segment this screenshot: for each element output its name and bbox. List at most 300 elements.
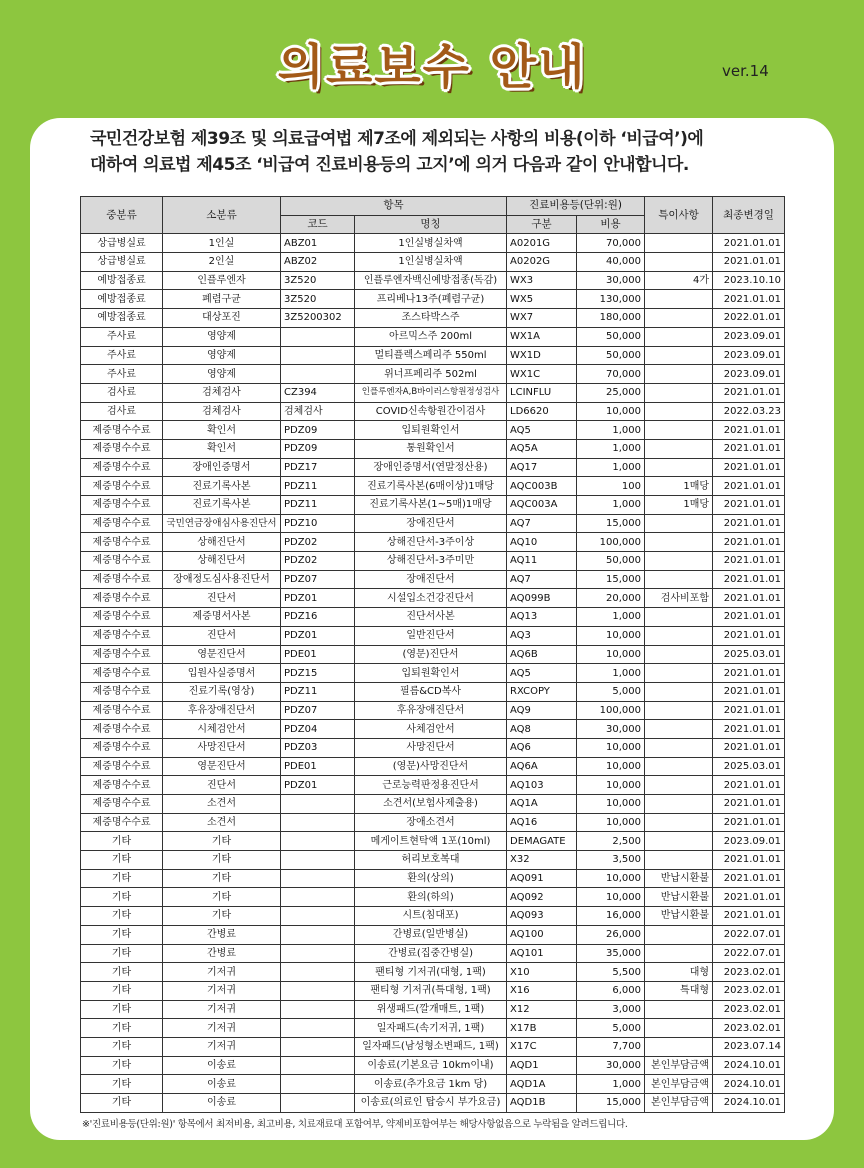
header-updated: 최종변경일 bbox=[713, 197, 785, 234]
cell-fee-type: AQ17 bbox=[507, 458, 577, 477]
table-row bbox=[81, 327, 785, 346]
cell-fee: 70,000 bbox=[577, 365, 645, 384]
cell-name: 장애진단서 bbox=[355, 570, 507, 589]
cell-code bbox=[281, 1037, 355, 1056]
cell-mid-category: 제증명수수료 bbox=[81, 496, 163, 515]
cell-note bbox=[645, 776, 713, 795]
cell-sub-category: 인플루엔자 bbox=[163, 271, 281, 290]
cell-name: 장애진단서 bbox=[355, 514, 507, 533]
cell-name: 멀티플렉스페리주 550ml bbox=[355, 346, 507, 365]
cell-fee: 3,000 bbox=[577, 1000, 645, 1019]
cell-updated: 2021.01.01 bbox=[713, 514, 785, 533]
cell-code bbox=[281, 963, 355, 982]
cell-mid-category: 주사료 bbox=[81, 327, 163, 346]
cell-code bbox=[281, 981, 355, 1000]
cell-updated: 2021.01.01 bbox=[713, 701, 785, 720]
table-row bbox=[81, 570, 785, 589]
cell-sub-category: 장애인증명서 bbox=[163, 458, 281, 477]
table-row bbox=[81, 832, 785, 851]
cell-mid-category: 제증명수수료 bbox=[81, 552, 163, 571]
cell-sub-category: 확인서 bbox=[163, 439, 281, 458]
cell-fee: 1,000 bbox=[577, 608, 645, 627]
cell-mid-category: 기타 bbox=[81, 1075, 163, 1094]
cell-fee: 10,000 bbox=[577, 626, 645, 645]
cell-name: 아르믹스주 200ml bbox=[355, 327, 507, 346]
cell-updated: 2021.01.01 bbox=[713, 720, 785, 739]
cell-updated: 2021.01.01 bbox=[713, 458, 785, 477]
cell-fee-type: A0202G bbox=[507, 253, 577, 272]
cell-name: 근로능력판정용진단서 bbox=[355, 776, 507, 795]
cell-code bbox=[281, 1075, 355, 1094]
cell-mid-category: 기타 bbox=[81, 869, 163, 888]
cell-fee: 10,000 bbox=[577, 869, 645, 888]
table-row bbox=[81, 682, 785, 701]
table-row bbox=[81, 309, 785, 328]
cell-fee: 70,000 bbox=[577, 234, 645, 253]
cell-name: 인플루엔자백신예방접종(독감) bbox=[355, 271, 507, 290]
cell-name: 1인실병실차액 bbox=[355, 253, 507, 272]
cell-name: 프리베나13주(폐렴구균) bbox=[355, 290, 507, 309]
cell-fee-type: A0201G bbox=[507, 234, 577, 253]
cell-code bbox=[281, 1019, 355, 1038]
cell-sub-category: 시체검안서 bbox=[163, 720, 281, 739]
cell-fee: 180,000 bbox=[577, 309, 645, 328]
cell-mid-category: 제증명수수료 bbox=[81, 738, 163, 757]
cell-mid-category: 제증명수수료 bbox=[81, 664, 163, 683]
cell-updated: 2023.09.01 bbox=[713, 327, 785, 346]
table-row bbox=[81, 888, 785, 907]
cell-fee: 10,000 bbox=[577, 795, 645, 814]
cell-fee-type: DEMAGATE bbox=[507, 832, 577, 851]
cell-sub-category: 이송료 bbox=[163, 1094, 281, 1113]
cell-sub-category: 이송료 bbox=[163, 1056, 281, 1075]
cell-sub-category: 폐렴구균 bbox=[163, 290, 281, 309]
cell-sub-category: 기타 bbox=[163, 869, 281, 888]
cell-fee-type: AQ091 bbox=[507, 869, 577, 888]
cell-fee: 10,000 bbox=[577, 645, 645, 664]
table-row bbox=[81, 720, 785, 739]
cell-code: PDZ01 bbox=[281, 589, 355, 608]
cell-name: 사체검안서 bbox=[355, 720, 507, 739]
table-row bbox=[81, 1056, 785, 1075]
cell-fee: 26,000 bbox=[577, 925, 645, 944]
cell-name: 환의(하의) bbox=[355, 888, 507, 907]
cell-mid-category: 제증명수수료 bbox=[81, 701, 163, 720]
cell-fee-type: LD6620 bbox=[507, 402, 577, 421]
cell-mid-category: 제증명수수료 bbox=[81, 757, 163, 776]
cell-code: PDZ04 bbox=[281, 720, 355, 739]
table-row bbox=[81, 365, 785, 384]
cell-fee-type: AQC003B bbox=[507, 477, 577, 496]
cell-note bbox=[645, 552, 713, 571]
cell-mid-category: 기타 bbox=[81, 907, 163, 926]
cell-mid-category: 제증명수수료 bbox=[81, 776, 163, 795]
cell-fee: 20,000 bbox=[577, 589, 645, 608]
cell-fee: 50,000 bbox=[577, 552, 645, 571]
cell-updated: 2023.10.10 bbox=[713, 271, 785, 290]
cell-note bbox=[645, 570, 713, 589]
table-row bbox=[81, 346, 785, 365]
cell-updated: 2021.01.01 bbox=[713, 869, 785, 888]
cell-name: 메게이트현탁액 1포(10ml) bbox=[355, 832, 507, 851]
table-row bbox=[81, 757, 785, 776]
cell-name: 진료기록사본(6매이상)1매당 bbox=[355, 477, 507, 496]
table-row bbox=[81, 290, 785, 309]
cell-sub-category: 소견서 bbox=[163, 795, 281, 814]
cell-code: PDE01 bbox=[281, 645, 355, 664]
cell-fee-type: AQ9 bbox=[507, 701, 577, 720]
cell-updated: 2022.07.01 bbox=[713, 944, 785, 963]
cell-name: 위생패드(깔개매트, 1팩) bbox=[355, 1000, 507, 1019]
cell-fee-type: AQ11 bbox=[507, 552, 577, 571]
cell-updated: 2021.01.01 bbox=[713, 907, 785, 926]
cell-updated: 2024.10.01 bbox=[713, 1056, 785, 1075]
cell-code: 3Z5200302 bbox=[281, 309, 355, 328]
cell-name: 간병료(일반병실) bbox=[355, 925, 507, 944]
footnote: ※'진료비용등(단위:원)' 항목에서 최저비용, 최고비용, 치료재료대 포함여부, 약제비포함여부는 해당사항없음으로 누락됨을 알려드립니다. bbox=[82, 1119, 628, 1130]
cell-name: (영문)진단서 bbox=[355, 645, 507, 664]
table-row bbox=[81, 869, 785, 888]
cell-updated: 2023.02.01 bbox=[713, 1019, 785, 1038]
cell-code: PDZ10 bbox=[281, 514, 355, 533]
cell-name: 일자패드(속기저귀, 1팩) bbox=[355, 1019, 507, 1038]
cell-code: CZ394 bbox=[281, 383, 355, 402]
cell-name: 상해진단서-3주이상 bbox=[355, 533, 507, 552]
cell-name: 진단서사본 bbox=[355, 608, 507, 627]
cell-fee: 10,000 bbox=[577, 776, 645, 795]
cell-fee: 15,000 bbox=[577, 514, 645, 533]
cell-fee: 2,500 bbox=[577, 832, 645, 851]
cell-fee: 35,000 bbox=[577, 944, 645, 963]
cell-updated: 2021.01.01 bbox=[713, 253, 785, 272]
cell-fee: 100 bbox=[577, 477, 645, 496]
cell-fee: 15,000 bbox=[577, 570, 645, 589]
cell-note bbox=[645, 701, 713, 720]
cell-fee-type: AQ6 bbox=[507, 738, 577, 757]
cell-code bbox=[281, 327, 355, 346]
cell-updated: 2021.01.01 bbox=[713, 496, 785, 515]
cell-updated: 2021.01.01 bbox=[713, 421, 785, 440]
cell-sub-category: 검체검사 bbox=[163, 402, 281, 421]
cell-code: PDZ07 bbox=[281, 701, 355, 720]
cell-mid-category: 기타 bbox=[81, 888, 163, 907]
cell-note bbox=[645, 813, 713, 832]
cell-note bbox=[645, 327, 713, 346]
cell-code bbox=[281, 1094, 355, 1113]
cell-note bbox=[645, 944, 713, 963]
fee-table-body bbox=[81, 234, 785, 1112]
cell-mid-category: 제증명수수료 bbox=[81, 421, 163, 440]
cell-sub-category: 기저귀 bbox=[163, 963, 281, 982]
cell-updated: 2021.01.01 bbox=[713, 552, 785, 571]
cell-name: 사망진단서 bbox=[355, 738, 507, 757]
cell-code: PDZ11 bbox=[281, 682, 355, 701]
cell-fee-type: WX1D bbox=[507, 346, 577, 365]
table-row bbox=[81, 477, 785, 496]
cell-note bbox=[645, 253, 713, 272]
cell-code bbox=[281, 832, 355, 851]
cell-fee-type: AQ100 bbox=[507, 925, 577, 944]
cell-updated: 2021.01.01 bbox=[713, 383, 785, 402]
cell-fee: 5,000 bbox=[577, 1019, 645, 1038]
cell-updated: 2023.02.01 bbox=[713, 981, 785, 1000]
cell-sub-category: 기타 bbox=[163, 907, 281, 926]
cell-name: 허리보호복대 bbox=[355, 851, 507, 870]
cell-updated: 2022.07.01 bbox=[713, 925, 785, 944]
cell-updated: 2021.01.01 bbox=[713, 477, 785, 496]
table-row bbox=[81, 589, 785, 608]
cell-code bbox=[281, 365, 355, 384]
cell-mid-category: 예방접종료 bbox=[81, 290, 163, 309]
cell-updated: 2021.01.01 bbox=[713, 439, 785, 458]
cell-code: ABZ01 bbox=[281, 234, 355, 253]
cell-fee-type: AQ3 bbox=[507, 626, 577, 645]
cell-fee: 1,000 bbox=[577, 664, 645, 683]
cell-code: 3Z520 bbox=[281, 290, 355, 309]
cell-fee: 10,000 bbox=[577, 888, 645, 907]
cell-sub-category: 검체검사 bbox=[163, 383, 281, 402]
cell-mid-category: 예방접종료 bbox=[81, 309, 163, 328]
cell-name: (영문)사망진단서 bbox=[355, 757, 507, 776]
header-fee-group: 진료비용등(단위:원) bbox=[507, 197, 645, 216]
cell-fee: 3,500 bbox=[577, 851, 645, 870]
cell-sub-category: 1인실 bbox=[163, 234, 281, 253]
cell-sub-category: 기타 bbox=[163, 832, 281, 851]
cell-mid-category: 제증명수수료 bbox=[81, 514, 163, 533]
intro-text bbox=[90, 126, 810, 178]
cell-fee: 5,500 bbox=[577, 963, 645, 982]
cell-note bbox=[645, 925, 713, 944]
cell-fee-type: X10 bbox=[507, 963, 577, 982]
cell-name: 장애소견서 bbox=[355, 813, 507, 832]
cell-mid-category: 기타 bbox=[81, 1056, 163, 1075]
cell-sub-category: 확인서 bbox=[163, 421, 281, 440]
cell-fee: 50,000 bbox=[577, 346, 645, 365]
cell-name: COVID신속항원간이검사 bbox=[355, 402, 507, 421]
cell-code: PDZ02 bbox=[281, 533, 355, 552]
header-fee: 비용 bbox=[577, 215, 645, 234]
cell-fee-type: AQ6B bbox=[507, 645, 577, 664]
cell-sub-category: 소견서 bbox=[163, 813, 281, 832]
cell-sub-category: 영문진단서 bbox=[163, 645, 281, 664]
cell-updated: 2021.01.01 bbox=[713, 795, 785, 814]
cell-updated: 2021.01.01 bbox=[713, 888, 785, 907]
cell-updated: 2023.09.01 bbox=[713, 346, 785, 365]
cell-note bbox=[645, 514, 713, 533]
cell-fee-type: AQ5 bbox=[507, 421, 577, 440]
table-row bbox=[81, 383, 785, 402]
cell-mid-category: 주사료 bbox=[81, 365, 163, 384]
cell-fee-type: AQD1 bbox=[507, 1056, 577, 1075]
header-sub-category: 소분류 bbox=[163, 197, 281, 234]
cell-name: 통원확인서 bbox=[355, 439, 507, 458]
cell-name: 이송료(추가요금 1km 당) bbox=[355, 1075, 507, 1094]
cell-code bbox=[281, 346, 355, 365]
cell-name: 이송료(의료인 탑승시 부가요금) bbox=[355, 1094, 507, 1113]
cell-note: 반납시환불 bbox=[645, 907, 713, 926]
cell-sub-category: 영문진단서 bbox=[163, 757, 281, 776]
cell-updated: 2021.01.01 bbox=[713, 851, 785, 870]
cell-fee-type: X16 bbox=[507, 981, 577, 1000]
cell-fee-type: AQ10 bbox=[507, 533, 577, 552]
cell-fee: 1,000 bbox=[577, 496, 645, 515]
cell-sub-category: 진료기록(영상) bbox=[163, 682, 281, 701]
cell-fee-type: AQ092 bbox=[507, 888, 577, 907]
cell-updated: 2025.03.01 bbox=[713, 645, 785, 664]
table-row bbox=[81, 944, 785, 963]
cell-fee: 100,000 bbox=[577, 701, 645, 720]
table-row bbox=[81, 907, 785, 926]
cell-mid-category: 기타 bbox=[81, 1037, 163, 1056]
cell-name: 이송료(기본요금 10km이내) bbox=[355, 1056, 507, 1075]
cell-sub-category: 기타 bbox=[163, 851, 281, 870]
cell-fee-type: WX1A bbox=[507, 327, 577, 346]
cell-fee: 10,000 bbox=[577, 402, 645, 421]
cell-updated: 2023.02.01 bbox=[713, 963, 785, 982]
cell-fee: 130,000 bbox=[577, 290, 645, 309]
cell-updated: 2021.01.01 bbox=[713, 664, 785, 683]
cell-note bbox=[645, 383, 713, 402]
cell-sub-category: 상해진단서 bbox=[163, 533, 281, 552]
cell-code: 3Z520 bbox=[281, 271, 355, 290]
cell-code: PDZ02 bbox=[281, 552, 355, 571]
cell-note bbox=[645, 1037, 713, 1056]
cell-updated: 2021.01.01 bbox=[713, 234, 785, 253]
cell-fee-type: AQ5A bbox=[507, 439, 577, 458]
cell-sub-category: 진료기록사본 bbox=[163, 496, 281, 515]
cell-note bbox=[645, 1000, 713, 1019]
table-row bbox=[81, 552, 785, 571]
cell-mid-category: 상급병실료 bbox=[81, 253, 163, 272]
cell-mid-category: 제증명수수료 bbox=[81, 682, 163, 701]
cell-fee: 1,000 bbox=[577, 439, 645, 458]
cell-note bbox=[645, 234, 713, 253]
cell-code: PDZ17 bbox=[281, 458, 355, 477]
cell-updated: 2023.09.01 bbox=[713, 832, 785, 851]
table-row bbox=[81, 458, 785, 477]
table-row bbox=[81, 402, 785, 421]
cell-code bbox=[281, 1056, 355, 1075]
cell-note bbox=[645, 626, 713, 645]
cell-mid-category: 기타 bbox=[81, 981, 163, 1000]
table-row bbox=[81, 1000, 785, 1019]
cell-mid-category: 기타 bbox=[81, 1000, 163, 1019]
cell-mid-category: 제증명수수료 bbox=[81, 477, 163, 496]
cell-note bbox=[645, 832, 713, 851]
cell-mid-category: 검사료 bbox=[81, 402, 163, 421]
cell-sub-category: 제증명서사본 bbox=[163, 608, 281, 627]
cell-sub-category: 기타 bbox=[163, 888, 281, 907]
cell-note bbox=[645, 795, 713, 814]
cell-mid-category: 기타 bbox=[81, 832, 163, 851]
cell-note bbox=[645, 851, 713, 870]
cell-fee-type: WX1C bbox=[507, 365, 577, 384]
cell-updated: 2022.01.01 bbox=[713, 309, 785, 328]
cell-sub-category: 기저귀 bbox=[163, 1000, 281, 1019]
cell-code bbox=[281, 795, 355, 814]
cell-name: 시설입소건강진단서 bbox=[355, 589, 507, 608]
cell-code: PDZ09 bbox=[281, 439, 355, 458]
cell-note bbox=[645, 738, 713, 757]
cell-note bbox=[645, 346, 713, 365]
cell-fee-type: WX3 bbox=[507, 271, 577, 290]
cell-code: PDZ11 bbox=[281, 496, 355, 515]
cell-note bbox=[645, 608, 713, 627]
cell-name: 조스타박스주 bbox=[355, 309, 507, 328]
cell-mid-category: 제증명수수료 bbox=[81, 533, 163, 552]
cell-name: 1인실병실차액 bbox=[355, 234, 507, 253]
cell-sub-category: 입원사실증명서 bbox=[163, 664, 281, 683]
cell-mid-category: 제증명수수료 bbox=[81, 570, 163, 589]
table-row bbox=[81, 253, 785, 272]
table-row bbox=[81, 963, 785, 982]
cell-fee-type: X17B bbox=[507, 1019, 577, 1038]
cell-fee: 10,000 bbox=[577, 738, 645, 757]
cell-sub-category: 진료기록사본 bbox=[163, 477, 281, 496]
cell-note bbox=[645, 365, 713, 384]
cell-code bbox=[281, 944, 355, 963]
cell-mid-category: 기타 bbox=[81, 1019, 163, 1038]
header-code: 코드 bbox=[281, 215, 355, 234]
cell-name: 일자패드(남성형소변패드, 1팩) bbox=[355, 1037, 507, 1056]
cell-name: 팬티형 기저귀(대형, 1팩) bbox=[355, 963, 507, 982]
cell-mid-category: 기타 bbox=[81, 925, 163, 944]
cell-note: 특대형 bbox=[645, 981, 713, 1000]
intro-line-1: 국민건강보험 제39조 및 의료급여법 제7조에 제외되는 사항의 비용(이하 ‘비급여’)에 bbox=[90, 129, 704, 149]
cell-updated: 2021.01.01 bbox=[713, 570, 785, 589]
cell-fee-type: AQ16 bbox=[507, 813, 577, 832]
cell-fee: 100,000 bbox=[577, 533, 645, 552]
intro-line-2: 대하여 의료법 제45조 ‘비급여 진료비용등의 고지’에 의거 다음과 같이 안내합니다. bbox=[90, 155, 689, 175]
cell-fee: 1,000 bbox=[577, 458, 645, 477]
cell-fee-type: RXCOPY bbox=[507, 682, 577, 701]
cell-updated: 2021.01.01 bbox=[713, 589, 785, 608]
cell-mid-category: 기타 bbox=[81, 851, 163, 870]
table-row bbox=[81, 608, 785, 627]
cell-fee: 1,000 bbox=[577, 421, 645, 440]
cell-updated: 2021.01.01 bbox=[713, 533, 785, 552]
cell-sub-category: 2인실 bbox=[163, 253, 281, 272]
table-row bbox=[81, 981, 785, 1000]
cell-mid-category: 제증명수수료 bbox=[81, 645, 163, 664]
table-row bbox=[81, 664, 785, 683]
cell-sub-category: 기저귀 bbox=[163, 1037, 281, 1056]
cell-fee-type: AQ7 bbox=[507, 514, 577, 533]
cell-fee-type: AQ093 bbox=[507, 907, 577, 926]
header-item: 항목 bbox=[281, 197, 507, 216]
cell-mid-category: 주사료 bbox=[81, 346, 163, 365]
cell-code: 검체검사 bbox=[281, 402, 355, 421]
table-row bbox=[81, 421, 785, 440]
cell-code bbox=[281, 813, 355, 832]
table-row bbox=[81, 1037, 785, 1056]
cell-note bbox=[645, 290, 713, 309]
cell-fee-type: X12 bbox=[507, 1000, 577, 1019]
cell-note bbox=[645, 402, 713, 421]
cell-fee: 10,000 bbox=[577, 757, 645, 776]
table-row bbox=[81, 925, 785, 944]
cell-updated: 2021.01.01 bbox=[713, 776, 785, 795]
table-row bbox=[81, 533, 785, 552]
cell-sub-category: 사망진단서 bbox=[163, 738, 281, 757]
cell-mid-category: 제증명수수료 bbox=[81, 626, 163, 645]
cell-code: PDZ01 bbox=[281, 776, 355, 795]
page-title: 의료보수 안내 bbox=[277, 39, 587, 95]
cell-note: 반납시환불 bbox=[645, 869, 713, 888]
cell-mid-category: 제증명수수료 bbox=[81, 795, 163, 814]
cell-mid-category: 제증명수수료 bbox=[81, 813, 163, 832]
cell-fee: 10,000 bbox=[577, 813, 645, 832]
